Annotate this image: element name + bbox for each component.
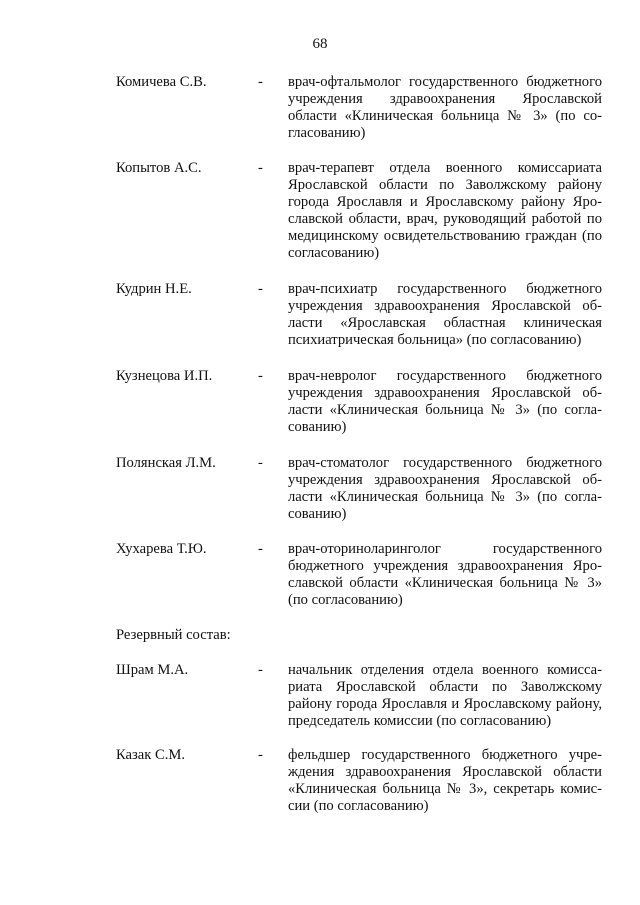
dash-separator: -: [258, 368, 263, 384]
member-role: врач-невролог государственного бюджетного учреждения здравоохранения Ярославской области «Клиническая больница № 3» (по согласованию): [288, 368, 602, 435]
member-role: врач-стоматолог государственного бюджетного учреждения здравоохранения Ярославской области «Клиническая больница № 3» (по согласованию): [288, 455, 602, 522]
member-name: Хухарева Т.Ю.: [116, 541, 207, 557]
dash-separator: -: [258, 74, 263, 90]
member-role: врач-оториноларинголог государственного бюджетного учреждения здравоохранения Ярославской области «Клиническая больница № 3» (по согласованию): [288, 541, 602, 608]
member-name: Кудрин Н.Е.: [116, 281, 192, 297]
dash-separator: -: [258, 281, 263, 297]
dash-separator: -: [258, 662, 263, 678]
dash-separator: -: [258, 160, 263, 176]
dash-separator: -: [258, 541, 263, 557]
member-role: врач-офтальмолог государственного бюджетного учреждения здравоохранения Ярославской области «Клиническая больница № 3» (по согласованию): [288, 74, 602, 141]
member-role: начальник отделения отдела военного комиссариата Ярославской области по Заволжскому району города Ярославля и Ярославскому району, председатель комиссии (по согласованию): [288, 662, 602, 729]
member-name: Полянская Л.М.: [116, 455, 216, 471]
page-number: 68: [312, 36, 328, 52]
member-name: Казак С.М.: [116, 747, 186, 763]
member-role: фельдшер государственного бюджетного учреждения здравоохранения Ярославской области «Клиническая больница № 3», секретарь комиссии (по согласованию): [288, 747, 602, 814]
member-name: Комичева С.В.: [116, 74, 207, 90]
member-name: Шрам М.А.: [116, 662, 189, 678]
member-name: Копытов А.С.: [116, 160, 202, 176]
dash-separator: -: [258, 455, 263, 471]
member-name: Кузнецова И.П.: [116, 368, 213, 384]
member-role: врач-терапевт отдела военного комиссариата Ярославской области по Заволжскому району города Ярославля и Ярославскому району Ярославской области, врач, руководящий работой по медицинскому освидетельствованию граждан (по согласованию): [288, 160, 602, 261]
member-role: врач-психиатр государственного бюджетного учреждения здравоохранения Ярославской области «Ярославская областная клиническая психиатрическая больница» (по согласованию): [288, 281, 602, 348]
reserve-section-title: Резервный состав:: [116, 627, 231, 643]
dash-separator: -: [258, 747, 263, 763]
